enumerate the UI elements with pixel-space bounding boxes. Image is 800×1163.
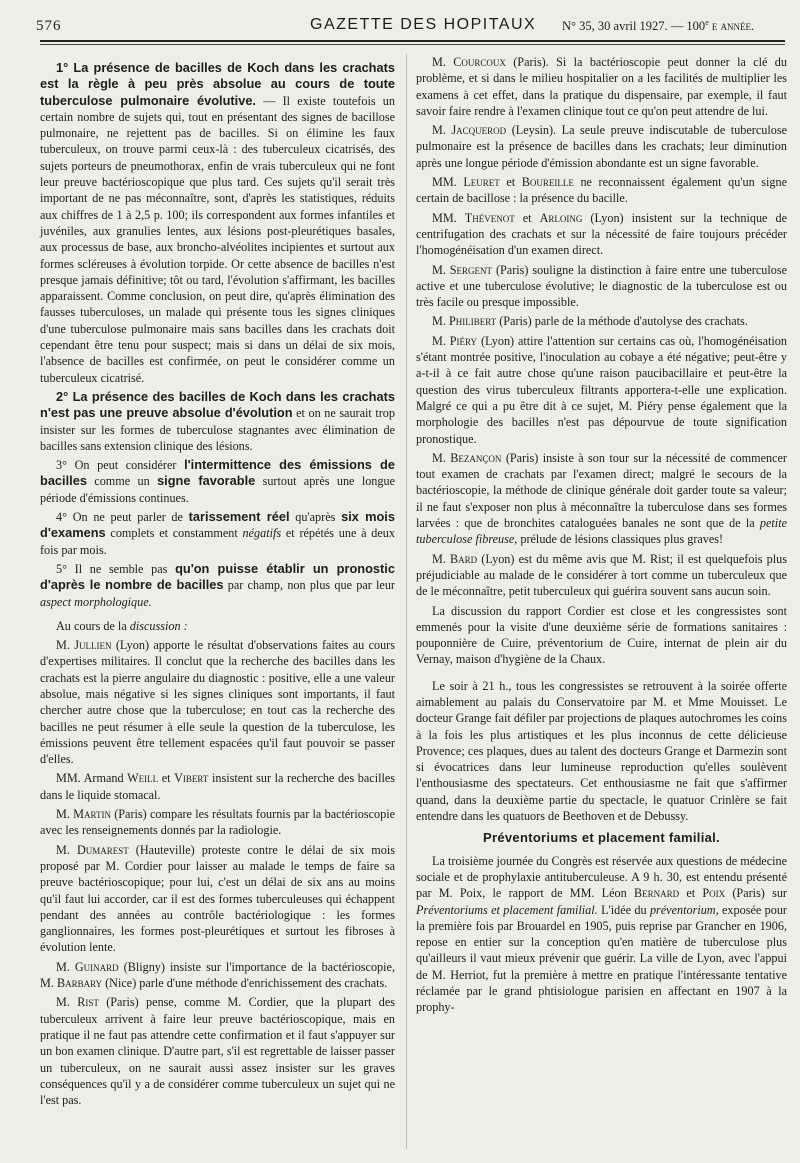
paragraph-3: 3° On peut considérer l'intermittence des émissions de bacilles comme un signe favorable surtout après une longue période d'émissions continues. [40,457,395,505]
paragraph-sergent: M. Sergent (Paris) souligne la distinction à faire entre une tuberculose active et une tuberculose évolutive; le diagnostic de la tuberculose est ou très facile ou presque impossible. [416,262,787,310]
paragraph-closing: La discussion du rapport Cordier est close et les congressistes sont emmenés pour la visite d'une deuxième série de formations sanitaires : pouponnière de Cuire, préventorium de Cuire, internat de plein air du Vernay, maison d'hygiène de la Chaux. [416,603,787,667]
header-rule-thin [40,44,785,45]
paragraph-philibert: M. Philibert (Paris) parle de la méthode d'autolyse des crachats. [432,314,748,329]
paragraph-martin: M. Martin (Paris) compare les résultats fournis par la bactérioscopie avec les renseignements donnés par la radiologie. [40,807,395,838]
page-header [0,0,800,44]
paragraph-bezancon: M. Bezançon (Paris) insiste à son tour sur la nécessité de commencer tout examen de crachats par l'examen direct; malgré le secours de la bactérioscopie, la méthode de clinique générale doit garder toute sa valeur; il ne faut s'exposer non plus à méconnaître la tuberculose dans ses formes larvées : que de bronchites cataloguées banales ne sont que de la petite tuberculose fibreuse, prélude de lésions classiques plus graves! [416,450,787,547]
paragraph-bard: M. Bard (Lyon) est du même avis que M. Rist; il est quelquefois plus préjudiciable au malade de le considérer à tort comme un tuberculeux que de le méconnaître, petit tuberculeux qui guérira souvent sans aucun soin. [416,551,787,599]
paragraph-4: 4° On ne peut parler de tarissement réel qu'après six mois d'examens complets et constamment négatifs et répétés une à deux fois par mois. [40,509,395,557]
paragraph-soiree: Le soir à 21 h., tous les congressistes se retrouvent à la soirée offerte aimablement au palais du Conservatoire par M. et Mme Mouisset. Le docteur Grange fait défiler par projections de plaques autochromes les coins à la fois les plus artistiques et les plus inconnus de cette délicieuse Provence; ces plaques, dues au talent des docteurs Grange et Darmezin sont si évocatrices dans leur lumineuse reproduction qu'elles soulèvent l'enthousiasme des spectateurs. Cet enthousiasme ne fait que s'affirmer quand, dans la deuxième partie du spectacle, le quatuor Crinlère se fait entendre dans les quatuors de Beethoven et de Debussy. [416,678,787,824]
paragraph-5: 5° Il ne semble pas qu'on puisse établir un pronostic d'après le nombre de bacilles par champ, non plus que par leur aspect morphologique. [40,560,395,609]
paragraph-thevenot: MM. Thévenot et Arloing (Lyon) insistent sur la technique de centrifugation des crachats et sur la nécessité de faire toujours précéder l'homogénéisation d'un examen direct. [416,210,787,258]
paragraph-dumarest: M. Dumarest (Hauteville) proteste contre le délai de six mois proposé par M. Cordier pour laisser au malade le temps de faire sa preuve bactérioscopique; pour lui, c'est un délai de six ans au moins qu'il faut lui accorder, car il est des formes tuberculeuses qui échappent pendant des années au contrôle bactériologique : les formes ganglionnaires, les formes post-pleurétiques et surtout les fibroses à évolution lente. [40,842,395,955]
header-rule [40,40,785,42]
paragraph-jaquerod: M. Jacquerod (Leysin). La seule preuve indiscutable de tuberculose pulmonaire est la présence de bacilles dans les crachats; leur diminution après une longue période d'émission abondante est un signe favorable. [416,123,787,170]
paragraph-jullien: M. Jullien (Lyon) apporte le résultat d'observations faites au cours d'expertises militaires. Il conclut que la recherche des bacilles dans les crachats est la pierre angulaire du diagnostic : positive, elle a une valeur absolue, mais négative si les signes cliniques sont importants, il faut chercher autre chose que la tuberculose; en tout cas la recherche des bacilles ne peut résumer à elle seule la question de la tuberculose, les émissions peuvent être tellement espacées qu'il faut pouvoir se passer d'elles. [40,638,395,767]
discussion-intro: Au cours de la discussion : [56,618,188,633]
paragraph-guinard: M. Guinard (Bligny) insiste sur l'importance de la bactérioscopie, M. Barbary (Nice) parle d'une méthode d'enrichissement des crachats. [40,959,395,991]
right-column [416,54,787,1019]
section-title: Préventoriums et placement familial. [483,830,720,846]
column-divider [406,54,407,1149]
page-number: 576 [36,18,62,34]
paragraph-weill: MM. Armand Weill et Vibert insistent sur la recherche des bacilles dans le liquide stomacal. [40,771,396,802]
paragraph-2: 2° La présence des bacilles de Koch dans les crachats n'est pas une preuve absolue d'évolution et on ne saurait trop insister sur les formes de tuberculose stagnantes avec élimination de bacilles sans extension clinique des lésions. [40,388,395,453]
journal-title: GAZETTE DES HOPITAUX [310,16,537,33]
paragraph-rist: M. Rist (Paris) pense, comme M. Cordier, que la plupart des tuberculeux arrivent à faire leur preuve bactérioscopique, mais en pratique il ne faut pas attendre cette confirmation et il faut s'appuyer sur un bon examen clinique. D'autre part, s'il est regrettable de laisser passer un tuberculeux, on ne saurait aussi assez insister sur les graves conséquences qu'il y a de considérer comme tuberculeux un sujet qui ne l'est pas. [40,995,395,1108]
issue-line: N° 35, 30 avril 1927. — 100e e année. [562,18,755,34]
paragraph-1: 1° La présence de bacilles de Koch dans les crachats est la règle à peu près absolue au cours de toute tuberculose pulmonaire évolutive. — Il existe toutefois un certain nombre de sujets qui, tout en présentant des signes de bacillose pulmonaire, ne rejettent pas de bacilles. Si on élimine les faux tuberculeux, on trouve parmi ceux-là : des tuberculeux cicatrisés, des sujets porteurs de pneumothorax, enfin de vrais tuberculeux qui ne font leur preuve bactérioscopique que plus tard. Ces sujets qu'il serait très important de ne pas méconnaître, sont, d'après les statistiques, réduits aux chiffres de 1 à 2,5 p. 100; ils correspondent aux formes infantiles et juvéniles, aux granulies lentes, aux lésions post-pleurétiques basales, aux processus de base, aux broncho-alvéolites incipientes et surtout aux formes scléreuses à évolution torpide. Or cette absence de bacilles n'est presque jamais définitive; tôt ou tard, l'évolution s'affirmant, les bacilles apparaissent. Comme conclusion, on peut dire, qu'après élimination des fausses tuberculoses, un malade qui présente tous les signes cliniques d'une tuberculose pulmonaire mais sans bacilles dans les crachats doit cependant être tenu pour suspect; mais si dans un délai de six mois, l'absence de bacilles est confirmée, on peut le considérer comme un tuberculeux cicatrisé. [40,60,395,385]
paragraph-leuret: MM. Leuret et Boureille ne reconnaissent également qu'un signe certain de bacillose : la présence du bacille. [416,175,787,206]
paragraph-piery: M. Piéry (Lyon) attire l'attention sur certains cas où, l'homogénéisation s'étant montrée positive, l'inoculation au cobaye a été négative; peut-être y a-t-il à ce fait autre chose qu'une raison paucibacillaire et peut-être la question des virus tuberculeux filtrants apportera-t-elle une explication. Malgré ce qui a pu être dit à ce sujet, M. Piéry pense également que la morphologie des bacilles n'est pas dépourvue de toute signification pronostique. [416,333,787,446]
left-column [40,60,395,1111]
paragraph-preventoriums: La troisième journée du Congrès est réservée aux questions de médecine sociale et de prophylaxie antituberculeuse. A 9 h. 30, est entendu présenté par M. Poix, le rapport de MM. Léon Bernard et Poix (Paris) sur Préventoriums et placement familial. L'idée du préventorium, exposée pour la première fois par Brouardel en 1905, puis reprise par Grancher en 1906, repose en entier sur la conception qu'en matière de tuberculose plus qu'ailleurs il vaut mieux prévenir que guérir. La ville de Lyon, avec l'appui de M. Herriot, fut la première à mettre en pratique l'intéressante tentative réclamée par le grand phtisiologue parisien en affectant en 1907 à la prophy- [416,853,787,1015]
paragraph-courcoux: M. Courcoux (Paris). Si la bactérioscopie peut donner la clé du problème, et si dans le milieu hospitalier on a les facilités de multiplier les examens à cet effet, dans la pratique du dispensaire, par exemple, il faut savoir faire rendre à l'examen clinique tout ce qu'on peut attendre de lui. [416,55,787,118]
